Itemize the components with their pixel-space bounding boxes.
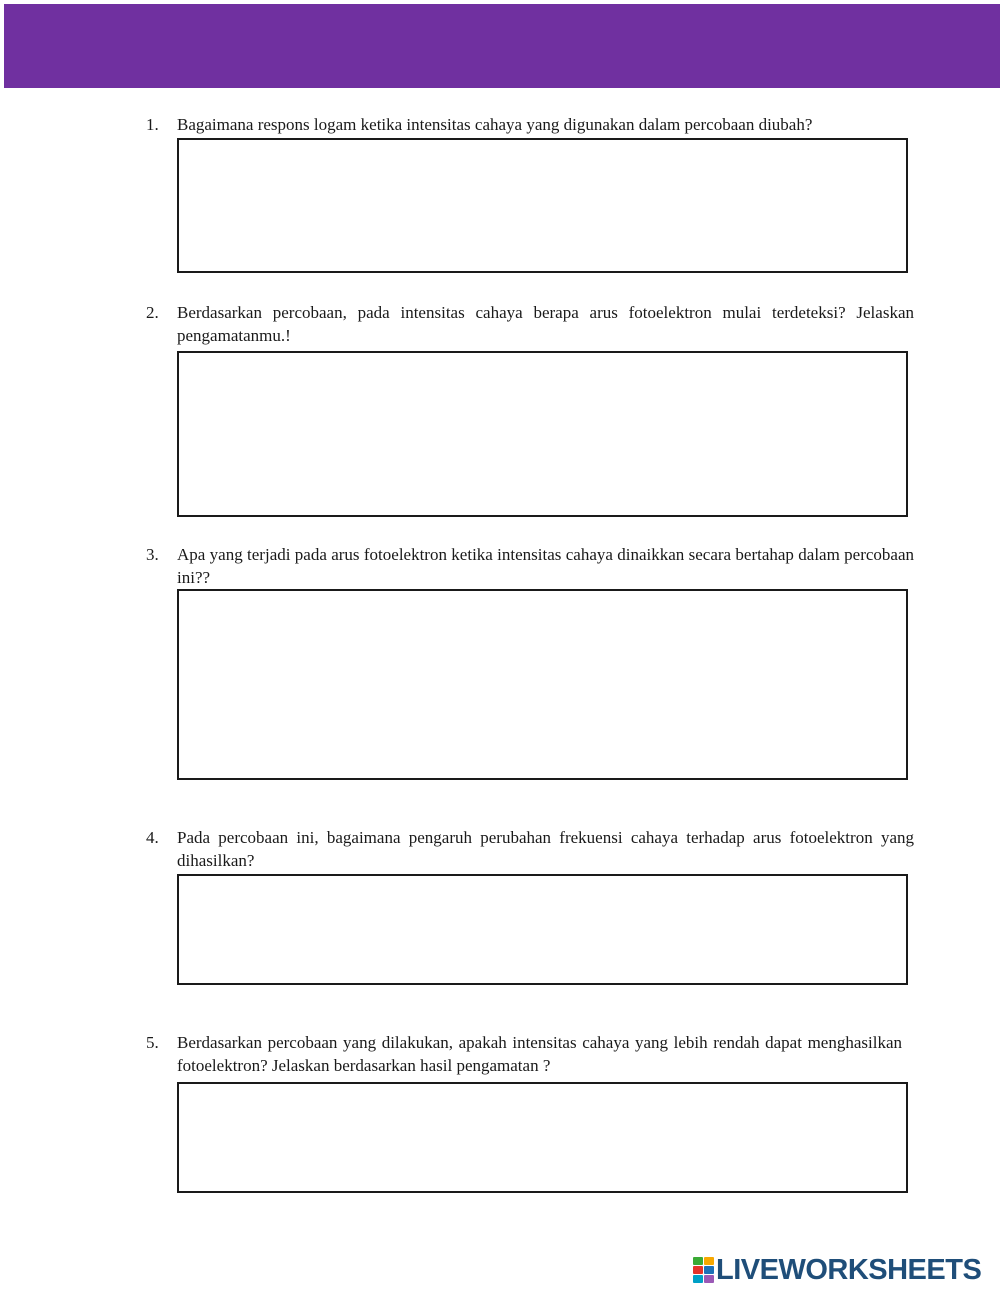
answer-box-1[interactable] [177,138,908,273]
header-band [4,4,1000,88]
answer-box-4[interactable] [177,874,908,985]
question-number: 5. [146,1033,159,1052]
question-number: 4. [146,828,159,847]
logo-text: LIVEWORKSHEETS [716,1253,982,1286]
question-text: Berdasarkan percobaan, pada intensitas cahaya berapa arus fotoelektron mulai terdeteksi? Jelaskan pengamatanmu.! [177,303,914,345]
liveworksheets-logo-icon [693,1257,713,1283]
answer-box-5[interactable] [177,1082,908,1193]
question-text: Berdasarkan percobaan yang dilakukan, apakah intensitas cahaya yang lebih rendah dapat menghasilkan fotoelektron? Jelaskan berdasarkan hasil pengamatan ? [177,1033,902,1075]
answer-box-2[interactable] [177,351,908,517]
question-number: 2. [146,303,159,322]
answer-box-3[interactable] [177,589,908,780]
question-text: Bagaimana respons logam ketika intensitas cahaya yang digunakan dalam percobaan diubah? [177,115,813,134]
liveworksheets-logo [693,1255,981,1285]
question-number: 3. [146,545,159,564]
question-number: 1. [146,115,159,134]
question-text: Apa yang terjadi pada arus fotoelektron ketika intensitas cahaya dinaikkan secara bertahap dalam percobaan ini?? [177,545,914,587]
question-text: Pada percobaan ini, bagaimana pengaruh perubahan frekuensi cahaya terhadap arus fotoelektron yang dihasilkan? [177,828,914,870]
